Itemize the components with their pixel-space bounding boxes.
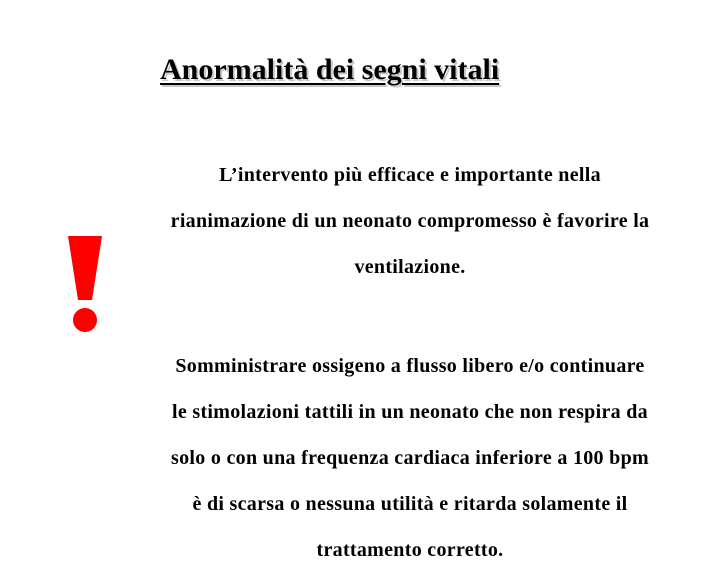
- paragraph-ventilation: [110, 152, 710, 290]
- paragraph-line: solo o con una frequenza cardiaca inferiore a 100 bpm: [171, 447, 649, 469]
- paragraph-line: le stimolazioni tattili in un neonato che non respira da: [172, 401, 648, 423]
- paragraph-line: L’intervento più efficace e importante nella: [219, 164, 601, 186]
- paragraph-oxygen: [110, 343, 710, 573]
- paragraph-line: è di scarsa o nessuna utilità e ritarda solamente il: [192, 493, 628, 515]
- paragraph-line: Somministrare ossigeno a flusso libero e/o continuare: [175, 355, 645, 377]
- paragraph-line: ventilazione.: [354, 256, 466, 278]
- paragraph-line: rianimazione di un neonato compromesso è favorire la: [170, 210, 650, 232]
- paragraph-line: trattamento corretto.: [316, 539, 504, 561]
- slide-title: Anormalità dei segni vitali: [160, 53, 500, 86]
- exclamation-icon: [60, 228, 110, 338]
